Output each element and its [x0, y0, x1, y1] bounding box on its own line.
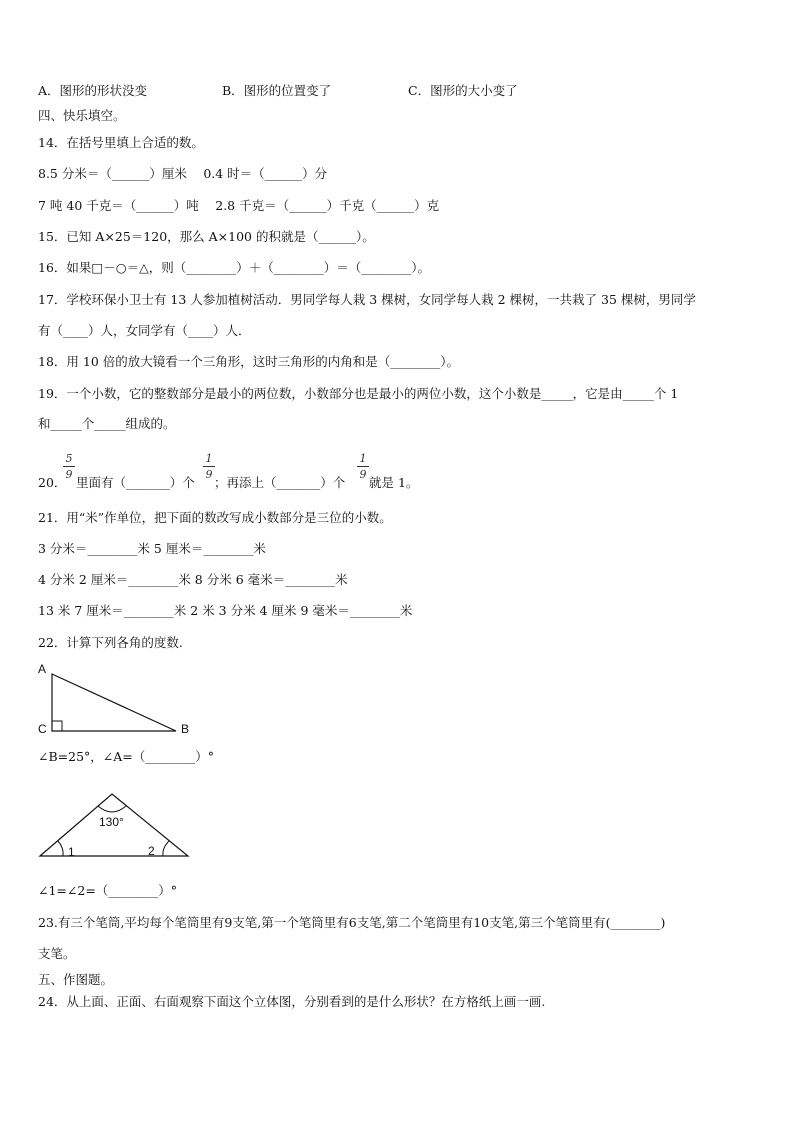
option-b: B．图形的位置变了 [222, 83, 332, 98]
q24: 24．从上面、正面、右面观察下面这个立体图，分别看到的是什么形状？在方格纸上画一画. [38, 994, 546, 1009]
q20-part2: ；再添上（_______）个 [214, 475, 346, 490]
vertex-label-a: A [38, 662, 47, 676]
top-angle-arc [98, 806, 126, 812]
q19-line1: 19．一个小数，它的整数部分是最小的两位数，小数部分也是最小的两位小数，这个小数是_____，它是由_____个 1 [38, 386, 679, 401]
q20-fraction-3 [357, 452, 369, 481]
q14-line1: 8.5 分米＝（______）厘米 0.4 时＝（______）分 [38, 166, 328, 181]
q18: 18．用 10 倍的放大镜看一个三角形，这时三角形的内角和是（________）。 [38, 354, 460, 369]
q20-part1: 里面有（_______）个 [76, 475, 195, 490]
q20-frac2-den: 9 [205, 468, 213, 481]
q20-fraction-1 [63, 452, 75, 481]
angle1-label: 1 [68, 845, 75, 859]
section4-title: 四、快乐填空。 [38, 108, 126, 123]
q22-answer1: ∠B=25°，∠A=（________）° [38, 749, 215, 764]
section5-title: 五、作图题。 [38, 972, 114, 987]
angle2-label: 2 [148, 844, 155, 858]
right-triangle-figure [36, 660, 206, 740]
q20-frac3-num: 1 [359, 452, 367, 465]
top-angle-label: 130° [99, 815, 124, 829]
q17-line2: 有（____）人，女同学有（____）人． [38, 323, 251, 338]
vertex-label-c: C [38, 722, 47, 736]
angle2-arc [163, 841, 169, 856]
q19-line2: 和_____个_____组成的。 [38, 416, 176, 431]
right-angle-marker [52, 721, 62, 731]
q22-answer2: ∠1=∠2=（________）° [38, 883, 178, 898]
q20-prefix: 20． [38, 475, 67, 490]
q23-line2: 支笔。 [38, 946, 76, 961]
q22-stem: 22．计算下列各角的度数. [38, 635, 183, 650]
right-triangle-shape [52, 674, 176, 731]
q16: 16．如果□－○＝△，则（________）＋（________）＝（________）。 [38, 260, 430, 275]
q23-line1: 23.有三个笔筒,平均每个笔筒里有9支笔,第一个笔筒里有6支笔,第二个笔筒里有10支笔,第三个笔筒里有(________) [38, 915, 666, 930]
q20-frac1-den: 9 [65, 468, 73, 481]
option-a: A．图形的形状没变 [38, 83, 148, 98]
q14-stem: 14．在括号里填上合适的数。 [38, 135, 204, 150]
q21-line2: 4 分米 2 厘米＝________米 8 分米 6 毫米＝________米 [38, 572, 348, 587]
obtuse-triangle-figure [36, 788, 196, 864]
q20-frac3-den: 9 [359, 468, 367, 481]
q15: 15．已知 A×25＝120，那么 A×100 的积就是（______）。 [38, 229, 375, 244]
q21-line1: 3 分米＝________米 5 厘米＝________米 [38, 541, 266, 556]
q21-line3: 13 米 7 厘米＝________米 2 米 3 分米 4 厘米 9 毫米＝________米 [38, 603, 413, 618]
angle1-arc [58, 841, 63, 856]
q20-frac1-num: 5 [65, 452, 73, 465]
q20-frac2-num: 1 [205, 452, 213, 465]
q14-line2: 7 吨 40 千克＝（______）吨 2.8 千克＝（______）千克（______）克 [38, 198, 440, 213]
q20-part3: 就是 1。 [369, 475, 419, 490]
q17-line1: 17．学校环保小卫士有 13 人参加植树活动．男同学每人栽 3 棵树，女同学每人栽 2 棵树，一共栽了 35 棵树，男同学 [38, 292, 696, 307]
vertex-label-b: B [181, 722, 190, 736]
option-c: C．图形的大小变了 [408, 83, 518, 98]
q21-stem: 21．用“米”作单位，把下面的数改写成小数部分是三位的小数。 [38, 510, 392, 525]
